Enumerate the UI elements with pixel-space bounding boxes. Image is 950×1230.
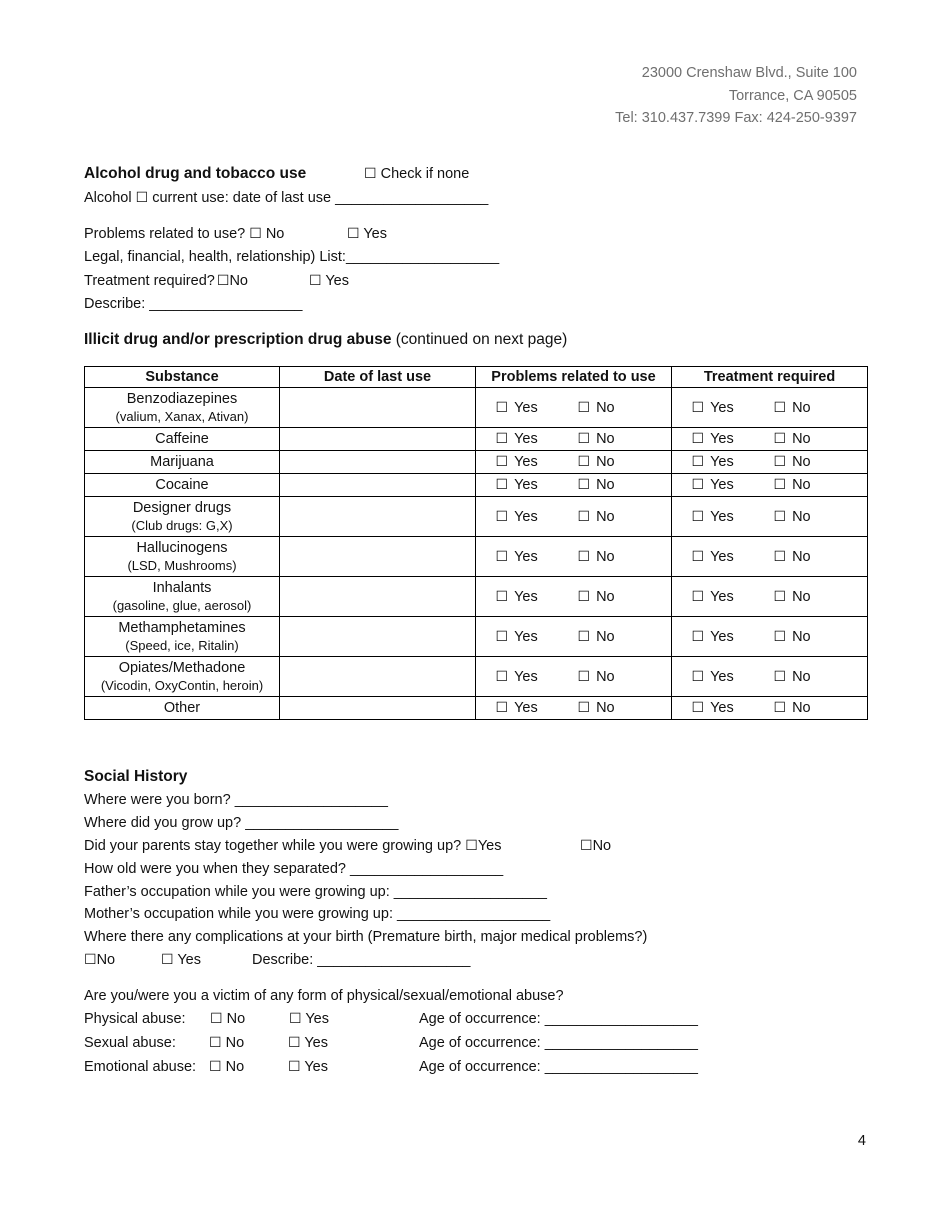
checkbox-icon[interactable]: ☐ <box>577 508 591 525</box>
date-last-use-cell[interactable] <box>280 428 476 451</box>
checkbox-icon[interactable]: ☐ <box>364 166 377 182</box>
treatment-yes-option[interactable] <box>688 668 770 686</box>
option-label: No <box>792 700 811 716</box>
treatment-no-option[interactable] <box>770 453 852 471</box>
parents-yes-checkbox[interactable]: ☐ <box>465 838 478 854</box>
checkbox-icon[interactable]: ☐ <box>577 700 591 716</box>
parents-together-line <box>84 837 501 855</box>
substance-examples: (Vicodin, OxyContin, heroin) <box>100 678 264 693</box>
checkbox-icon[interactable]: ☐ <box>691 548 705 565</box>
checkbox-icon[interactable]: ☐ <box>773 588 787 605</box>
treatment-no-option[interactable] <box>770 508 852 526</box>
date-last-use-cell[interactable] <box>280 474 476 497</box>
substance-name: Inhalants <box>152 580 212 596</box>
birth-complications-question: Where there any complications at your birth (Premature birth, major medical problems?) <box>84 929 648 945</box>
treatment-cell <box>672 577 868 617</box>
birth-no-checkbox[interactable]: ☐ <box>84 952 97 968</box>
parents-no-option[interactable] <box>580 837 611 855</box>
legal-list-field[interactable]: Legal, financial, health, relationship) List:___________________ <box>84 249 500 265</box>
checkbox-icon[interactable]: ☐ <box>773 399 787 416</box>
checkbox-icon[interactable]: ☐ <box>773 477 787 493</box>
illicit-section-note: (continued on next page) <box>395 331 568 348</box>
treatment-cell <box>672 388 868 428</box>
treatment-cell <box>672 537 868 577</box>
problems-no-option[interactable] <box>574 699 656 717</box>
checkbox-icon[interactable]: ☐ <box>773 548 787 565</box>
table-row <box>85 537 868 577</box>
substance-examples: (LSD, Mushrooms) <box>127 558 237 573</box>
address-line-1: 23000 Crenshaw Blvd., Suite 100 <box>641 65 857 81</box>
option-label: No <box>596 508 615 525</box>
physical-yes-checkbox[interactable]: ☐ <box>289 1011 302 1027</box>
problems-yes-option[interactable] <box>492 588 574 606</box>
sexual-abuse-label: Sexual abuse: <box>84 1035 176 1051</box>
option-label: No <box>596 431 615 447</box>
option-label: No <box>792 399 811 416</box>
substance-cell <box>85 451 280 474</box>
checkbox-icon[interactable]: ☐ <box>691 477 705 493</box>
substance-name: Caffeine <box>155 431 209 447</box>
birth-no-option[interactable] <box>84 951 115 969</box>
substance-name: Hallucinogens <box>136 540 228 556</box>
emotional-yes-checkbox[interactable]: ☐ <box>288 1059 301 1075</box>
treatment-yes-label: Yes <box>325 273 349 289</box>
treatment-yes-option[interactable] <box>688 430 770 448</box>
treatment-no-option[interactable] <box>770 699 852 717</box>
treatment-yes-option[interactable] <box>688 399 770 417</box>
option-label: Yes <box>710 477 734 493</box>
problems-no-option[interactable] <box>574 430 656 448</box>
checkbox-icon[interactable]: ☐ <box>691 628 705 645</box>
checkbox-icon[interactable]: ☐ <box>577 431 591 447</box>
problems-no-option[interactable] <box>574 476 656 494</box>
substance-examples: (Club drugs: G,X) <box>131 518 233 533</box>
born-field[interactable]: Where were you born? ___________________ <box>84 792 388 808</box>
problems-yes-option[interactable] <box>492 668 574 686</box>
checkbox-icon[interactable]: ☐ <box>495 477 509 493</box>
date-last-use-cell[interactable] <box>280 657 476 697</box>
option-label: Yes <box>514 508 538 525</box>
substance-cell <box>85 657 280 697</box>
problems-cell <box>476 388 672 428</box>
illicit-section-title: Illicit drug and/or prescription drug abuse <box>84 331 392 348</box>
table-row <box>85 428 868 451</box>
option-label: No <box>792 588 811 605</box>
physical-age-field[interactable]: Age of occurrence: ___________________ <box>419 1011 698 1027</box>
option-label: No <box>596 454 615 470</box>
grow-up-field[interactable]: Where did you grow up? ___________________ <box>84 815 399 831</box>
checkbox-icon[interactable]: ☐ <box>691 399 705 416</box>
problems-no-option[interactable] <box>574 399 656 417</box>
sexual-no-option[interactable] <box>209 1034 244 1052</box>
father-occupation-field[interactable]: Father’s occupation while you were growing up: ___________________ <box>84 884 547 900</box>
substance-cell <box>85 617 280 657</box>
problems-yes-option[interactable] <box>492 548 574 566</box>
checkbox-icon[interactable]: ☐ <box>773 508 787 525</box>
option-label: Yes <box>710 700 734 716</box>
treatment-yes-option[interactable] <box>688 548 770 566</box>
option-label: Yes <box>710 588 734 605</box>
problems-no-label: No <box>265 226 285 242</box>
problems-no-option[interactable] <box>574 588 656 606</box>
address-line-2: Torrance, CA 90505 <box>728 87 857 104</box>
emotional-abuse-label: Emotional abuse: <box>84 1059 197 1075</box>
emotional-no-checkbox[interactable]: ☐ <box>209 1059 222 1075</box>
table-row <box>85 451 868 474</box>
option-label: No <box>596 399 615 416</box>
substance-name: Marijuana <box>150 454 214 470</box>
emotional-age-field[interactable]: Age of occurrence: ___________________ <box>419 1059 698 1075</box>
table-header-0: Substance <box>85 367 280 388</box>
option-label: Yes <box>710 431 734 447</box>
problems-no-option[interactable] <box>574 668 656 686</box>
substance-name: Other <box>163 700 201 716</box>
treatment-question: Treatment required? <box>84 273 215 289</box>
option-label: Yes <box>514 477 538 493</box>
option-label: Yes <box>514 548 538 565</box>
treatment-yes-checkbox[interactable]: ☐ <box>309 273 322 289</box>
treatment-required-line <box>84 272 248 290</box>
checkbox-icon[interactable]: ☐ <box>577 668 591 685</box>
checkbox-icon[interactable]: ☐ <box>495 628 509 645</box>
problems-yes-option[interactable] <box>492 399 574 417</box>
date-last-use-cell[interactable] <box>280 697 476 720</box>
table-row <box>85 497 868 537</box>
treatment-no-checkbox[interactable]: ☐ <box>216 273 230 289</box>
contact-line: Tel: 310.437.7399 Fax: 424-250-9397 <box>615 110 857 126</box>
check-if-none-label: Check if none <box>380 166 470 182</box>
treatment-cell <box>672 474 868 497</box>
alcohol-label: Alcohol <box>84 190 132 206</box>
checkbox-icon[interactable]: ☐ <box>577 454 591 470</box>
checkbox-icon[interactable]: ☐ <box>577 399 591 416</box>
problems-yes-option[interactable] <box>492 628 574 646</box>
problems-no-checkbox[interactable]: ☐ <box>249 226 262 242</box>
emotional-no-option[interactable] <box>209 1058 244 1076</box>
problems-no-option[interactable] <box>574 508 656 526</box>
sexual-yes-checkbox[interactable]: ☐ <box>288 1035 301 1051</box>
option-label: No <box>596 668 615 685</box>
problems-cell <box>476 428 672 451</box>
substance-cell <box>85 497 280 537</box>
parents-question: Did your parents stay together while you were growing up? <box>84 838 462 854</box>
problems-yes-option[interactable] <box>347 225 387 243</box>
birth-yes-option[interactable] <box>161 951 201 969</box>
sexual-no-checkbox[interactable]: ☐ <box>209 1035 222 1051</box>
checkbox-icon[interactable]: ☐ <box>495 508 509 525</box>
alcohol-checkbox[interactable]: ☐ <box>135 190 149 206</box>
page-number: 4 <box>857 1133 866 1149</box>
problems-cell <box>476 657 672 697</box>
checkbox-icon[interactable]: ☐ <box>773 454 787 470</box>
table-header-row <box>85 367 868 388</box>
treatment-yes-option[interactable] <box>688 453 770 471</box>
checkbox-icon[interactable]: ☐ <box>691 454 705 470</box>
checkbox-icon[interactable]: ☐ <box>691 668 705 685</box>
treatment-yes-option[interactable] <box>688 476 770 494</box>
option-label: No <box>596 700 615 716</box>
alcohol-describe-field[interactable]: Describe: ___________________ <box>84 296 303 312</box>
physical-no-option[interactable] <box>210 1010 245 1028</box>
checkbox-icon[interactable]: ☐ <box>495 588 509 605</box>
checkbox-icon[interactable]: ☐ <box>691 588 705 605</box>
problems-yes-option[interactable] <box>492 699 574 717</box>
check-if-none[interactable] <box>364 165 469 183</box>
treatment-no-option[interactable] <box>770 399 852 417</box>
problems-no-option[interactable] <box>574 453 656 471</box>
checkbox-icon[interactable]: ☐ <box>495 700 509 716</box>
substance-cell <box>85 428 280 451</box>
treatment-yes-option[interactable] <box>688 699 770 717</box>
option-label: Yes <box>514 588 538 605</box>
substance-name: Cocaine <box>155 477 209 493</box>
sexual-yes-option[interactable] <box>288 1034 328 1052</box>
checkbox-icon[interactable]: ☐ <box>691 700 705 716</box>
checkbox-icon[interactable]: ☐ <box>495 431 509 447</box>
substance-examples: (gasoline, glue, aerosol) <box>112 598 252 613</box>
problems-yes-option[interactable] <box>492 430 574 448</box>
emotional-no-label: No <box>225 1059 245 1075</box>
treatment-yes-option[interactable] <box>309 272 349 290</box>
option-label: No <box>596 588 615 605</box>
option-label: No <box>792 477 811 493</box>
treatment-cell <box>672 497 868 537</box>
alcohol-current-use-line <box>84 189 488 207</box>
checkbox-icon[interactable]: ☐ <box>577 477 591 493</box>
checkbox-icon[interactable]: ☐ <box>773 628 787 645</box>
option-label: Yes <box>710 548 734 565</box>
checkbox-icon[interactable]: ☐ <box>577 548 591 565</box>
problems-yes-option[interactable] <box>492 453 574 471</box>
substance-name: Methamphetamines <box>118 620 246 636</box>
checkbox-icon[interactable]: ☐ <box>691 508 705 525</box>
treatment-no-option[interactable] <box>770 628 852 646</box>
option-label: No <box>792 668 811 685</box>
separated-age-field[interactable]: How old were you when they separated? ___________________ <box>84 861 504 877</box>
treatment-no-label: No <box>229 273 248 289</box>
table-row <box>85 388 868 428</box>
treatment-yes-option[interactable] <box>688 628 770 646</box>
checkbox-icon[interactable]: ☐ <box>773 668 787 685</box>
alcohol-section-title: Alcohol drug and tobacco use <box>84 165 307 182</box>
problems-cell <box>476 451 672 474</box>
illicit-section-heading <box>84 331 567 349</box>
problems-question: Problems related to use? <box>84 226 246 242</box>
social-history-title: Social History <box>84 768 188 785</box>
substance-name: Designer drugs <box>132 500 232 516</box>
date-last-use-cell[interactable] <box>280 388 476 428</box>
treatment-cell <box>672 451 868 474</box>
treatment-no-option[interactable] <box>770 588 852 606</box>
option-label: No <box>596 477 615 493</box>
table-row <box>85 474 868 497</box>
substance-cell <box>85 537 280 577</box>
treatment-no-option[interactable] <box>770 548 852 566</box>
option-label: Yes <box>710 668 734 685</box>
checkbox-icon[interactable]: ☐ <box>495 399 509 416</box>
substance-cell <box>85 474 280 497</box>
problems-yes-option[interactable] <box>492 476 574 494</box>
checkbox-icon[interactable]: ☐ <box>577 588 591 605</box>
table-row <box>85 697 868 720</box>
treatment-no-option[interactable] <box>770 430 852 448</box>
substance-name: Opiates/Methadone <box>118 660 246 676</box>
birth-yes-checkbox[interactable]: ☐ <box>161 952 174 968</box>
date-last-use-cell[interactable] <box>280 497 476 537</box>
checkbox-icon[interactable]: ☐ <box>495 668 509 685</box>
option-label: Yes <box>710 399 734 416</box>
option-label: Yes <box>710 508 734 525</box>
date-last-use-cell[interactable] <box>280 617 476 657</box>
physical-no-checkbox[interactable]: ☐ <box>210 1011 223 1027</box>
date-last-use-cell[interactable] <box>280 537 476 577</box>
abuse-question: Are you/were you a victim of any form of physical/sexual/emotional abuse? <box>84 988 564 1004</box>
substance-examples: (valium, Xanax, Ativan) <box>115 409 249 424</box>
substance-cell <box>85 577 280 617</box>
substance-cell <box>85 697 280 720</box>
birth-describe-field[interactable]: Describe: ___________________ <box>252 952 471 968</box>
option-label: Yes <box>514 399 538 416</box>
checkbox-icon[interactable]: ☐ <box>773 700 787 716</box>
parents-no-label: No <box>592 838 612 854</box>
treatment-yes-option[interactable] <box>688 508 770 526</box>
treatment-yes-option[interactable] <box>688 588 770 606</box>
mother-occupation-field[interactable]: Mother’s occupation while you were growing up: ___________________ <box>84 906 551 922</box>
treatment-cell <box>672 428 868 451</box>
physical-yes-option[interactable] <box>289 1010 329 1028</box>
physical-abuse-label: Physical abuse: <box>84 1011 186 1027</box>
parents-yes-label: Yes <box>477 838 502 854</box>
date-last-use-cell[interactable] <box>280 577 476 617</box>
problems-yes-label: Yes <box>363 226 387 242</box>
table-header-2: Problems related to use <box>476 367 672 388</box>
treatment-no-option[interactable] <box>770 476 852 494</box>
problems-cell <box>476 697 672 720</box>
emotional-yes-option[interactable] <box>288 1058 328 1076</box>
treatment-no-option[interactable] <box>770 668 852 686</box>
option-label: No <box>792 548 811 565</box>
problems-cell <box>476 577 672 617</box>
option-label: No <box>792 454 811 470</box>
option-label: Yes <box>514 431 538 447</box>
substance-examples: (Speed, ice, Ritalin) <box>125 638 239 653</box>
treatment-cell <box>672 697 868 720</box>
date-last-use-cell[interactable] <box>280 451 476 474</box>
table-row <box>85 617 868 657</box>
sexual-age-field[interactable]: Age of occurrence: ___________________ <box>419 1035 698 1051</box>
problems-no-option[interactable] <box>574 548 656 566</box>
checkbox-icon[interactable]: ☐ <box>495 548 509 565</box>
option-label: Yes <box>514 668 538 685</box>
problems-related-line <box>84 225 284 243</box>
substance-table <box>84 366 868 720</box>
option-label: No <box>792 431 811 447</box>
problems-cell <box>476 474 672 497</box>
option-label: No <box>596 628 615 645</box>
option-label: Yes <box>514 454 538 470</box>
substance-cell <box>85 388 280 428</box>
table-header-1: Date of last use <box>280 367 476 388</box>
physical-no-label: No <box>226 1011 246 1027</box>
option-label: Yes <box>710 454 734 470</box>
substance-name: Benzodiazepines <box>126 391 238 407</box>
option-label: Yes <box>514 700 538 716</box>
clinic-address <box>615 62 857 130</box>
problems-yes-checkbox[interactable]: ☐ <box>347 226 360 242</box>
birth-yes-label: Yes <box>177 952 201 968</box>
checkbox-icon[interactable]: ☐ <box>691 431 705 447</box>
option-label: No <box>792 508 811 525</box>
treatment-cell <box>672 617 868 657</box>
substance-table-body <box>85 388 868 720</box>
option-label: Yes <box>514 628 538 645</box>
checkbox-icon[interactable]: ☐ <box>495 454 509 470</box>
checkbox-icon[interactable]: ☐ <box>773 431 787 447</box>
treatment-cell <box>672 657 868 697</box>
problems-cell <box>476 617 672 657</box>
birth-no-label: No <box>96 952 116 968</box>
option-label: No <box>596 548 615 565</box>
table-header-3: Treatment required <box>672 367 868 388</box>
problems-cell <box>476 497 672 537</box>
problems-cell <box>476 537 672 577</box>
current-use-field[interactable]: current use: date of last use ___________________ <box>152 190 489 206</box>
emotional-yes-label: Yes <box>304 1059 328 1075</box>
table-row <box>85 577 868 617</box>
physical-yes-label: Yes <box>305 1011 329 1027</box>
sexual-yes-label: Yes <box>304 1035 328 1051</box>
parents-no-checkbox[interactable]: ☐ <box>580 838 593 854</box>
sexual-no-label: No <box>225 1035 245 1051</box>
option-label: No <box>792 628 811 645</box>
problems-yes-option[interactable] <box>492 508 574 526</box>
table-row <box>85 657 868 697</box>
checkbox-icon[interactable]: ☐ <box>577 628 591 645</box>
option-label: Yes <box>710 628 734 645</box>
problems-no-option[interactable] <box>574 628 656 646</box>
